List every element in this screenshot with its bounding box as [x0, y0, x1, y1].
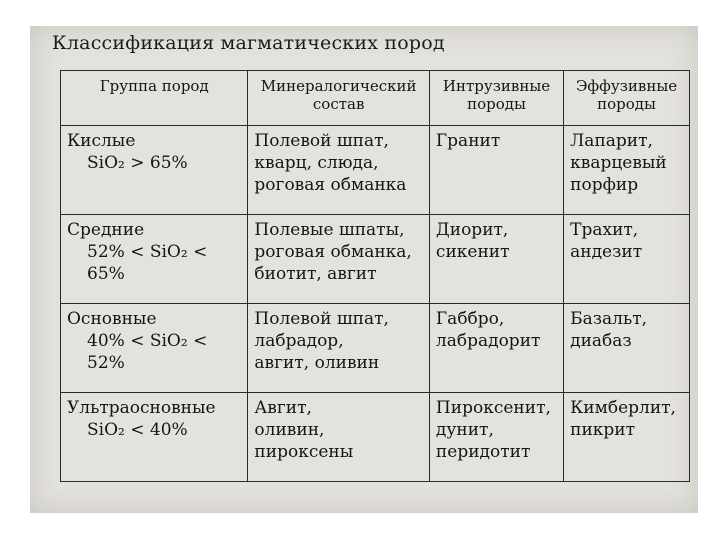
intrusive-cell — [429, 393, 563, 482]
effusive-line: Кимберлит, — [570, 398, 676, 418]
intrusive-line: Гранит — [435, 131, 501, 151]
intrusive-cell — [429, 126, 563, 215]
effusive-line: Лапарит, — [570, 131, 653, 151]
header-mineral: Минералогический состав — [248, 71, 430, 126]
effusive-cell — [564, 126, 690, 215]
group-cell — [61, 393, 248, 482]
mineral-line: оливин, — [254, 420, 325, 440]
intrusive-line: перидотит — [435, 442, 531, 462]
mineral-line: авгит, оливин — [254, 353, 380, 373]
effusive-line: Трахит, — [570, 220, 639, 240]
header-effusive: Эффузивные породы — [564, 71, 690, 126]
effusive-line: пикрит — [570, 420, 636, 440]
mineral-cell — [248, 393, 430, 482]
effusive-line: кварцевый — [570, 153, 667, 173]
silica-range: SiO₂ > 65% — [87, 153, 188, 173]
table-row — [61, 126, 690, 215]
mineral-line: пироксены — [254, 442, 354, 462]
effusive-line: Базальт, — [570, 309, 648, 329]
silica-range: 52% < SiO₂ < 65% — [87, 242, 208, 284]
group-name: Средние — [67, 220, 145, 240]
intrusive-cell — [429, 304, 563, 393]
mineral-line: Авгит, — [254, 398, 312, 418]
header-intrusive: Интрузивные породы — [429, 71, 563, 126]
intrusive-cell — [429, 215, 563, 304]
group-cell — [61, 126, 248, 215]
mineral-line: Полевой шпат, — [254, 309, 389, 329]
intrusive-line: сикенит — [435, 242, 510, 262]
intrusive-line: Габбро, — [435, 309, 505, 329]
group-cell — [61, 304, 248, 393]
effusive-line: порфир — [570, 175, 639, 195]
header-group: Группа пород — [61, 71, 248, 126]
intrusive-line: лабрадорит — [435, 331, 541, 351]
group-name: Кислые — [67, 131, 136, 151]
silica-range: SiO₂ < 40% — [87, 420, 188, 440]
table-header-row — [61, 71, 690, 126]
mineral-line: кварц, слюда, — [254, 153, 379, 173]
group-name: Основные — [67, 309, 157, 329]
group-cell — [61, 215, 248, 304]
mineral-cell — [248, 215, 430, 304]
mineral-cell — [248, 304, 430, 393]
rock-classification-table — [60, 70, 690, 482]
effusive-cell — [564, 215, 690, 304]
intrusive-line: Пироксенит, — [435, 398, 551, 418]
mineral-line: роговая обманка, — [254, 242, 412, 262]
effusive-line: диабаз — [570, 331, 632, 351]
intrusive-line: дунит, — [435, 420, 494, 440]
effusive-line: андезит — [570, 242, 643, 262]
effusive-cell — [564, 304, 690, 393]
table-row — [61, 215, 690, 304]
group-name: Ультраосновные — [67, 398, 216, 418]
mineral-line: роговая обманка — [254, 175, 407, 195]
mineral-line: Полевой шпат, — [254, 131, 389, 151]
intrusive-line: Диорит, — [435, 220, 509, 240]
mineral-line: биотит, авгит — [254, 264, 377, 284]
mineral-line: Полевые шпаты, — [254, 220, 405, 240]
table-row — [61, 304, 690, 393]
mineral-line: лабрадор, — [254, 331, 344, 351]
silica-range: 40% < SiO₂ < 52% — [87, 331, 208, 373]
mineral-cell — [248, 126, 430, 215]
table-row — [61, 393, 690, 482]
table-caption: Классификация магматических пород — [52, 32, 445, 54]
effusive-cell — [564, 393, 690, 482]
